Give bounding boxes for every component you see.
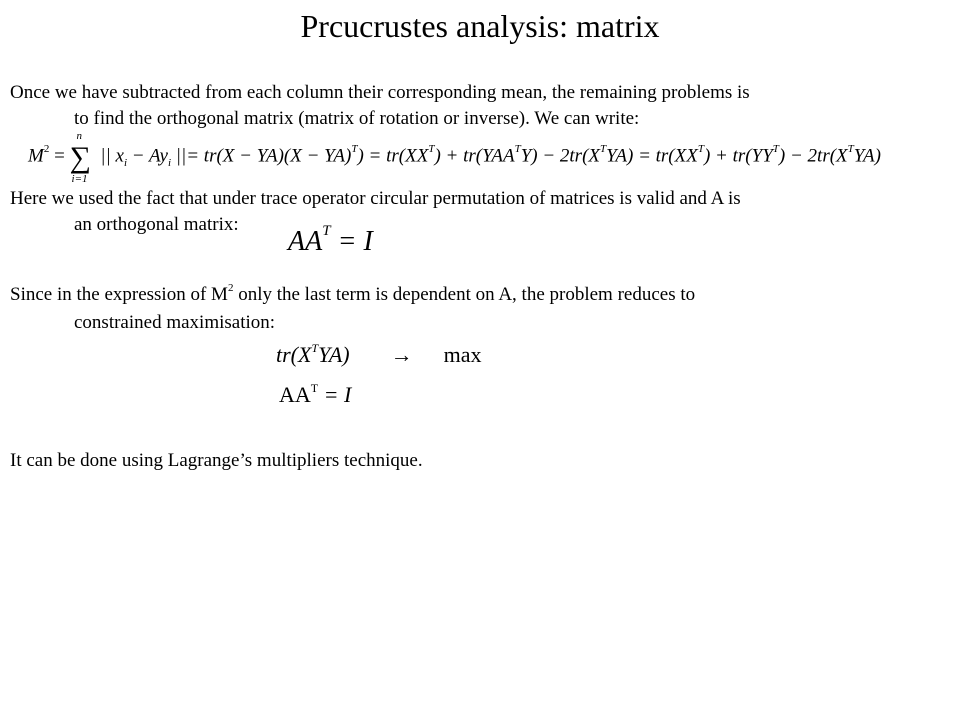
maximisation-line-2: constrained maximisation:	[74, 312, 276, 333]
intro-line-2: to find the orthogonal matrix (matrix of rotation or inverse). We can write:	[74, 108, 640, 129]
constraint-base: AA	[279, 382, 311, 407]
slide-title: Prcucrustes analysis: matrix	[300, 8, 660, 44]
max-post: YA)	[318, 342, 350, 367]
eq-minus-ay: − Ay	[127, 145, 168, 167]
max-exp: T	[311, 341, 319, 355]
eq-equals: =	[49, 145, 70, 167]
eq-t2: T	[428, 143, 435, 156]
eq-sub-i2: i	[167, 157, 172, 170]
permutation-line-2: an orthogonal matrix:	[74, 214, 239, 235]
constraint-exp: T	[310, 381, 319, 395]
intro-line-1: Once we have subtracted from each column their corresponding mean, the remaining problems is	[10, 82, 750, 103]
m-exponent: 2	[227, 282, 234, 294]
permutation-line-1: Here we used the fact that under trace operator circular permutation of matrices is valid and A is	[10, 188, 741, 209]
maximisation-line-1	[10, 282, 950, 310]
maximisation-paragraph	[10, 282, 950, 336]
eq-t7: T	[847, 143, 854, 156]
sum-upper-limit: n	[76, 130, 83, 142]
intro-paragraph	[10, 80, 950, 132]
eq-t5: T	[697, 143, 704, 156]
orth-base: AA	[288, 226, 323, 257]
lagrange-paragraph	[10, 448, 950, 474]
eq-rest7: ) − 2tr(X	[778, 145, 848, 167]
eq-lhs-exp: 2	[43, 143, 50, 156]
eq-rest5: YA) = tr(XX	[606, 145, 698, 167]
eq-rest: ||= tr(X − YA)(X − YA)	[171, 145, 352, 167]
eq-t3: T	[514, 143, 521, 156]
eq-t4: T	[600, 143, 607, 156]
sum-lower-limit: i=1	[71, 173, 88, 185]
eq-rest4: Y) − 2tr(X	[520, 145, 601, 167]
maximisation-line-1a: Since in the expression of M	[10, 284, 228, 305]
permutation-paragraph	[10, 186, 950, 238]
max-label: max	[443, 342, 482, 367]
sum-symbol	[69, 130, 96, 185]
eq-sub-i: i	[123, 157, 127, 170]
eq-norm-open: || x	[100, 145, 124, 167]
eq-t1: T	[351, 143, 358, 156]
sigma-glyph: ∑	[69, 141, 91, 174]
max-equation	[276, 342, 482, 368]
orth-exp: T	[322, 223, 331, 239]
arrow-icon: →	[390, 342, 413, 367]
max-pre: tr(X	[276, 342, 312, 367]
eq-rest3: ) + tr(YAA	[434, 145, 515, 167]
eq-rest2: ) = tr(XX	[357, 145, 429, 167]
eq-t6: T	[772, 143, 779, 156]
constraint-equation	[279, 382, 351, 408]
eq-rest6: ) + tr(YY	[703, 145, 773, 167]
constraint-rest: = I	[318, 382, 352, 407]
maximisation-line-1b: only the last term is dependent on A, the problem reduces to	[233, 284, 696, 305]
main-equation	[28, 130, 881, 185]
orthogonality-equation	[288, 223, 373, 258]
eq-lhs-base: M	[28, 145, 44, 167]
orth-rest: = I	[330, 226, 373, 257]
eq-rest8: YA)	[853, 145, 881, 167]
lagrange-line: It can be done using Lagrange’s multipliers technique.	[10, 450, 423, 471]
